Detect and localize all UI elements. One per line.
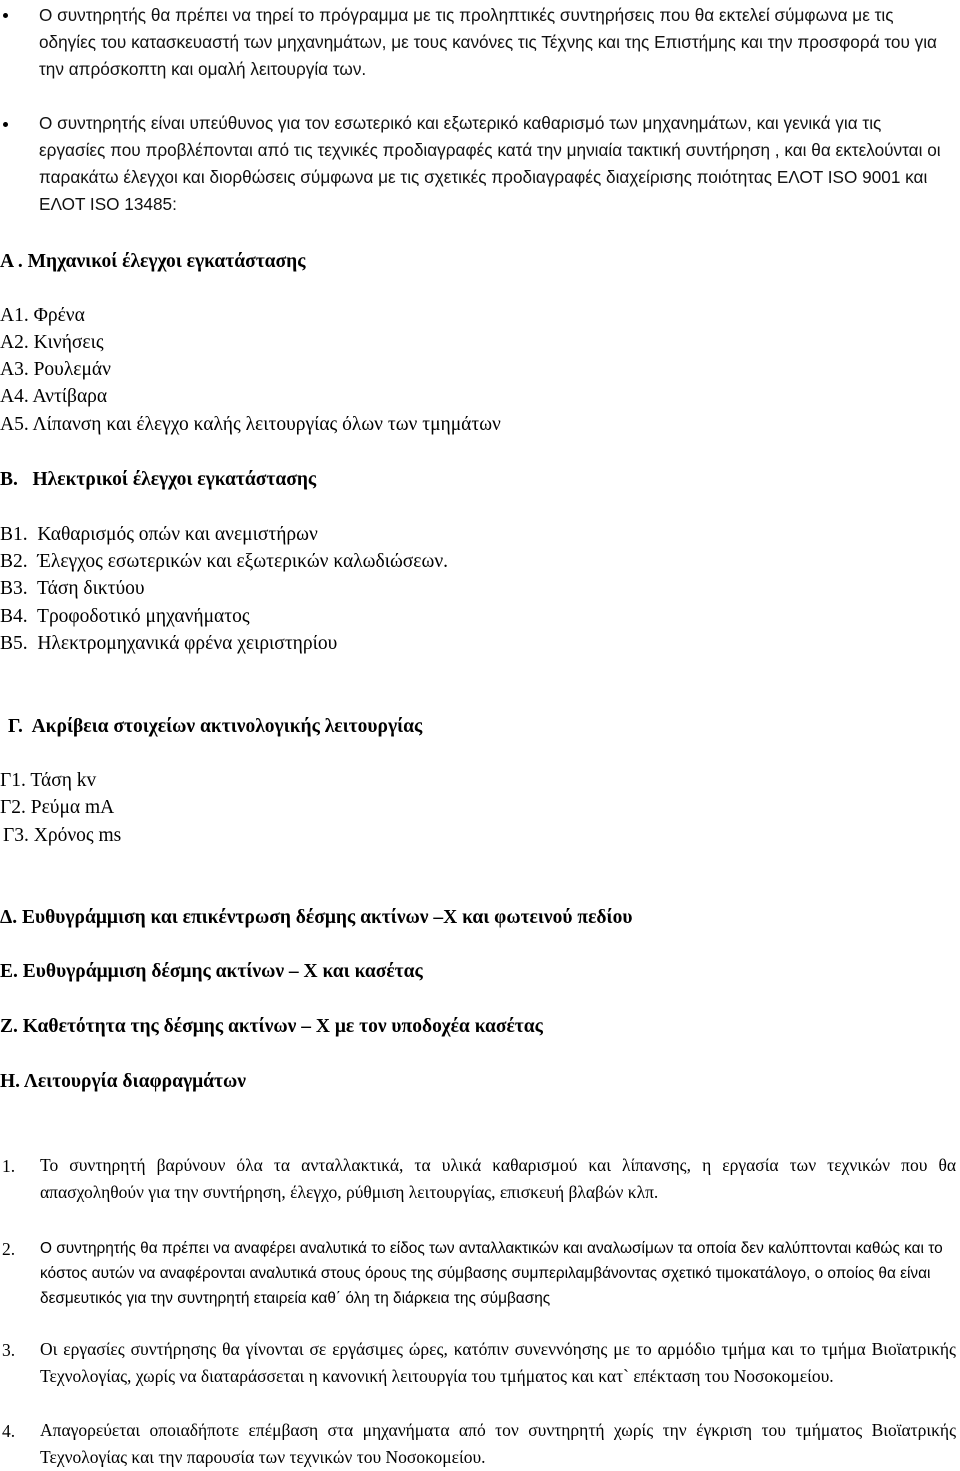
bullet-paragraph: [0, 2, 950, 83]
section-b-item: Β2. Έλεγχος εσωτερικών και εξωτερικών καλωδιώσεων.: [0, 551, 449, 572]
section-a-item: Α4. Αντίβαρα: [0, 386, 108, 407]
section-b-item: Β5. Ηλεκτρομηχανικά φρένα χειριστηρίου: [0, 633, 338, 654]
list-item: [0, 1152, 960, 1234]
section-b-item: Β1. Καθαρισμός οπών και ανεμιστήρων: [0, 524, 318, 545]
list-item-text: Απαγορεύεται οποιαδήποτε επέμβαση στα μηχανήματα από τον συντηρητή χωρίς την έγκριση του τμήματος Βιοϊατρικής Τεχνολογίας και την παρουσία των τεχνικών του Νοσοκομείου.: [40, 1420, 956, 1467]
section-g-title: Γ. Ακρίβεια στοιχείων ακτινολογικής λειτουργίας: [8, 716, 423, 737]
section-z-title: Ζ. Καθετότητα της δέσμης ακτίνων – Χ με τον υποδοχέα κασέτας: [0, 1016, 543, 1037]
section-a-item: Α1. Φρένα: [0, 305, 85, 326]
list-item-text: Το συντηρητή βαρύνουν όλα τα ανταλλακτικά, τα υλικά καθαρισμού και λίπανσης, η εργασία των τεχνικών που θα απασχοληθούν για την συντήρηση, έλεγχο, ρύθμιση λειτουργίας, επισκευή βλαβών κλπ.: [40, 1155, 956, 1202]
list-item-text: Ο συντηρητής θα πρέπει να αναφέρει αναλυτικά το είδος των ανταλλακτικών και αναλωσίμων τα οποία δεν καλύπτονται καθώς και το κόστος αυτών να αναφέρονται αναλυτικά στους όρους της σύμβασης συμπεριλαμβάνοντας σχετικό τιμοκατάλογο, ο οποίος θα είναι δεσμευτικός για την συντηρητή εταιρεία καθ΄ όλη τη διάρκεια της σύμβασης: [40, 1240, 943, 1307]
list-item: [0, 1417, 960, 1471]
section-a-item: Α2. Κινήσεις: [0, 332, 104, 353]
bullet-dot-icon: [3, 122, 8, 127]
section-g-item: Γ2. Ρεύμα mA: [0, 797, 115, 818]
section-g-item: Γ1. Τάση kv: [0, 770, 97, 791]
section-d-title: Δ. Ευθυγράμμιση και επικέντρωση δέσμης ακτίνων –Χ και φωτεινού πεδίου: [0, 907, 633, 928]
list-item-number: 3.: [2, 1340, 16, 1360]
bullet-dot-icon: [3, 13, 8, 18]
section-h-title: Η. Λειτουργία διαφραγμάτων: [0, 1071, 246, 1092]
list-item: [0, 1336, 960, 1418]
section-a-item: Α5. Λίπανση και έλεγχο καλής λειτουργίας όλων των τμημάτων: [0, 414, 501, 435]
section-a-title: Α . Μηχανικοί έλεγχοι εγκατάστασης: [0, 251, 306, 272]
list-item-number: 2.: [2, 1239, 16, 1259]
list-item-text: Οι εργασίες συντήρησης θα γίνονται σε εργάσιμες ώρες, κατόπιν συνεννόησης με το αρμόδιο τμήμα και το τμήμα Βιοϊατρικής Τεχνολογίας, χωρίς να διαταράσσεται η κανονική λειτουργία του τμήματος και κατ` επέκταση του Νοσοκομείου.: [40, 1339, 956, 1386]
bullet-paragraph: [0, 110, 950, 218]
bullet-text: Ο συντηρητής θα πρέπει να τηρεί το πρόγραμμα με τις προληπτικές συντηρήσεις που θα εκτελεί σύμφωνα με τις οδηγίες του κατασκευαστή των μηχανημάτων, με τους κανόνες τις Τέχνης και της Επιστήμης και την προσφορά του για την απρόσκοπτη και ομαλή λειτουργία των.: [39, 5, 937, 79]
list-item: [0, 1235, 960, 1335]
section-b-title: Β. Ηλεκτρικοί έλεγχοι εγκατάστασης: [0, 469, 317, 490]
section-g-item: Γ3. Χρόνος ms: [3, 825, 122, 846]
section-b-item: Β3. Τάση δικτύου: [0, 578, 145, 599]
list-item-number: 4.: [2, 1421, 16, 1441]
section-e-title: Ε. Ευθυγράμμιση δέσμης ακτίνων – Χ και κασέτας: [0, 961, 423, 982]
list-item-number: 1.: [2, 1156, 16, 1176]
bullet-text: Ο συντηρητής είναι υπεύθυνος για τον εσωτερικό και εξωτερικό καθαρισμό των μηχανημάτων, και γενικά για τις εργασίες που προβλέπονται από τις τεχνικές προδιαγραφές κατά την μηνιαία τακτική συντήρηση , και θα εκτελούνται οι παρακάτω έλεγχοι και διορθώσεις σύμφωνα με τις σχετικές προδιαγραφές διαχείρισης ποιότητας ΕΛΟΤ ISO 9001 και ΕΛΟΤ ISO 13485:: [39, 113, 941, 214]
section-a-item: Α3. Ρουλεμάν: [0, 359, 111, 380]
section-b-item: Β4. Τροφοδοτικό μηχανήματος: [0, 606, 250, 627]
